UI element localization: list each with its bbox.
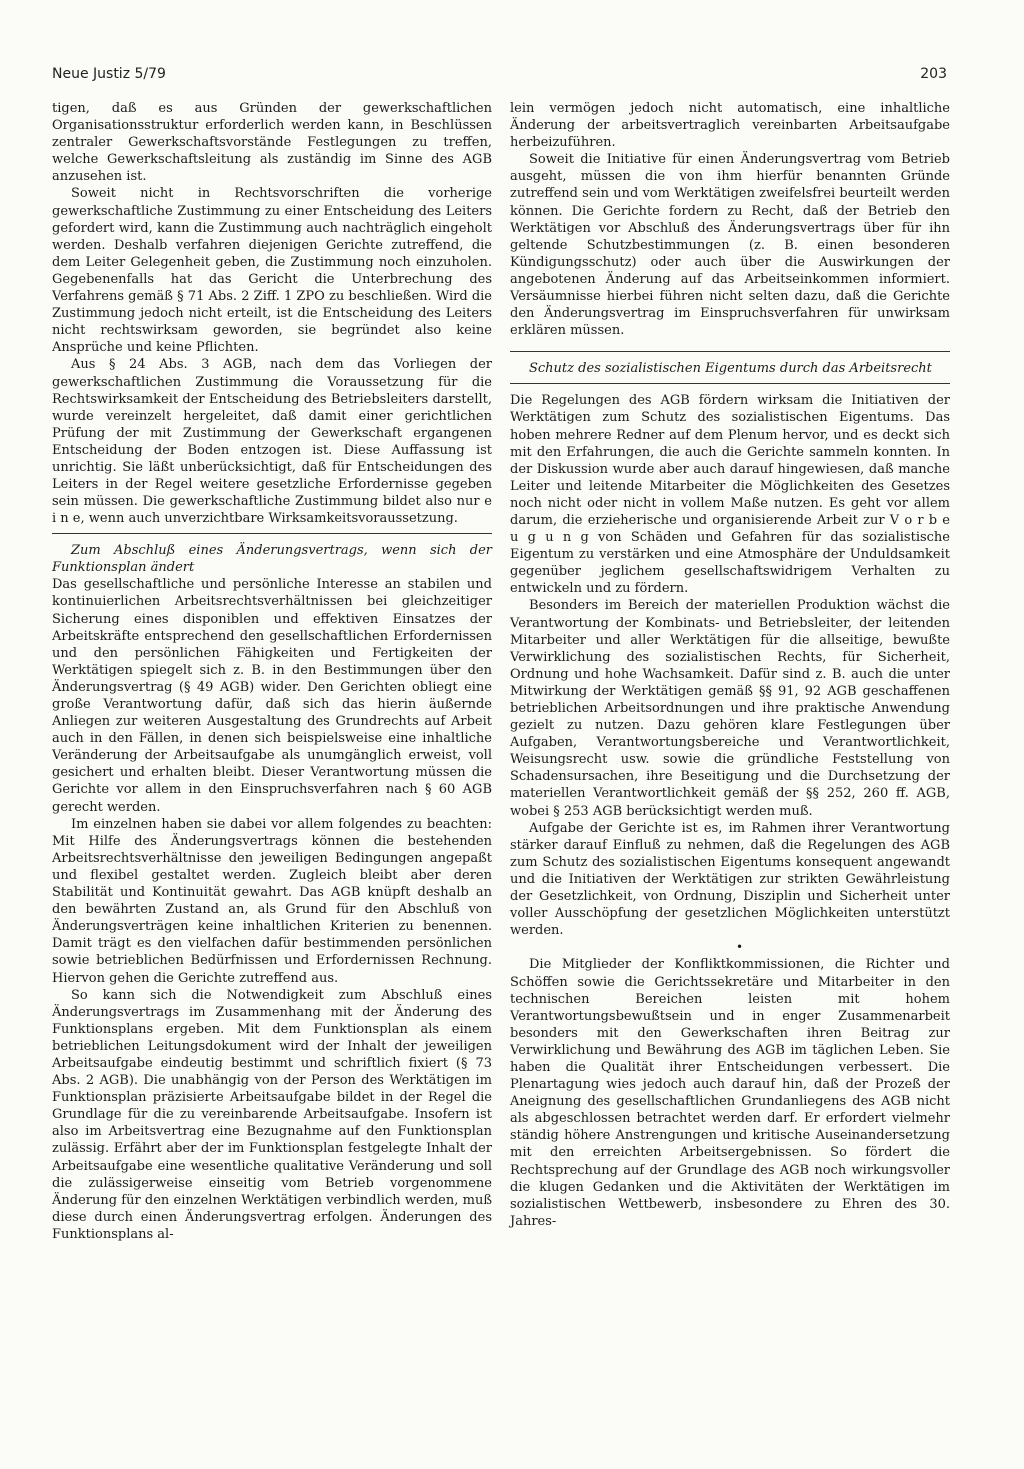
section-heading: Schutz des sozialistischen Eigentums durch das Arbeitsrecht: [529, 361, 932, 377]
paragraph: Das gesellschaftliche und persönliche Interesse an stabilen und kontinuierlichen Arbeitsrechtsverhältnissen bei gleichzeitiger Sicherung eines disponiblen und effektiven Einsatzes der Arbeitskräfte entsprechend den gesellschaftlichen Erfordernissen und den persönlichen Fähigkeiten und Fertigkeiten der Werktätigen spiegelt sich z. B. in den Bestimmungen über den Änderungsvertrag (§ 49 AGB) wider. Den Gerichten obliegt eine große Verantwortung dafür, daß sich das hierin äußernde Anliegen zur weiteren Ausgestaltung des Grundrechts auf Arbeit auch in den Fällen, in denen sich beispielsweise eine inhaltliche Veränderung der Arbeitsaufgabe als unumgänglich erweist, voll gesichert und erhalten bleibt. Dieser Verantwortung müssen die Gerichte vor allem in den Einspruchsverfahren nach § 60 AGB gerecht werden.: [52, 577, 492, 815]
section-divider: [510, 351, 950, 352]
right-column: [510, 100, 950, 1390]
paragraph: lein vermögen jedoch nicht automatisch, eine inhaltliche Änderung der arbeitsvertraglich vereinbarten Arbeitsaufgabe herbeizuführen.: [510, 101, 950, 151]
section-divider: [510, 383, 950, 384]
paragraph: Die Regelungen des AGB fördern wirksam die Initiativen der Werktätigen zum Schutz des sozialistischen Eigentums. Das hoben mehrere Redner auf dem Plenum hervor, und es deckt sich mit den Erfahrungen, die auch die Gerichte sammeln konnten. In der Diskussion wurde aber auch darauf hingewiesen, daß manche Leiter und leitende Mitarbeiter die Möglichkeiten des Gesetzes noch nicht oder nicht in vollem Maße nutzen. Es geht vor allem darum, die erzieherische und organisierende Arbeit zur V o r b e u g u n g von Schäden und Gefahren für das sozialistische Eigentum zu verstärken und eine Atmosphäre der Unduldsamkeit gegenüber jeglichem gesellschaftswidrigem Verhalten zu entwickeln und zu fördern.: [510, 393, 950, 597]
paragraph: Die Mitglieder der Konfliktkommissionen, die Richter und Schöffen sowie die Gerichtssekretäre und Mitarbeiter in den technischen Bereichen leisten mit hohem Verantwortungsbewußtsein und in enger Zusammenarbeit besonders mit den Gewerkschaften ihren Beitrag zur Verwirklichung und Bewährung des AGB im täglichen Leben. Sie haben die Qualität ihrer Entscheidungen verbessert. Die Plenartagung wies jedoch auch darauf hin, daß der Prozeß der Aneignung des gesellschaftlichen Grundanliegens des AGB nicht als abgeschlossen betrachtet werden darf. Er erfordert vielmehr ständig höhere Anstrengungen und kritische Auseinandersetzung mit den erreichten Arbeitsergebnissen. So fördert die Rechtsprechung auf der Grundlage des AGB noch wirkungsvoller die klugen Gedanken und die Aktivitäten der Werktätigen im sozialistischen Wettbewerb, insbesondere zu Ehren des 30. Jahres-: [510, 957, 950, 1229]
paragraph: tigen, daß es aus Gründen der gewerkschaftlichen Organisationsstruktur erforderlich werden kann, in Beschlüssen zentraler Gewerkschaftsvorstände Festlegungen zu treffen, welche Gewerkschaftsleitung als zuständig im Sinne des AGB anzusehen ist.: [52, 101, 492, 185]
section-heading: Zum Abschluß eines Änderungsvertrags, wenn sich der Funktionsplan ändert: [52, 543, 492, 576]
paragraph: Soweit nicht in Rechtsvorschriften die vorherige gewerkschaftliche Zustimmung zu einer Entscheidung des Leiters gefordert wird, kann die Zustimmung auch nachträglich eingeholt werden. Deshalb verfahren diejenigen Gerichte zutreffend, die dem Leiter Gelegenheit geben, die Zustimmung noch einzuholen. Gegebenenfalls hat das Gericht die Unterbrechung des Verfahrens gemäß § 71 Abs. 2 Ziff. 1 ZPO zu beschließen. Wird die Zustimmung jedoch nicht erteilt, ist die Entscheidung des Leiters nicht rechtswirksam geworden, sie begründet also keine Ansprüche und keine Pflichten.: [52, 186, 492, 356]
paragraph: Soweit die Initiative für einen Änderungsvertrag vom Betrieb ausgeht, müssen die von ihm hierfür benannten Gründe zutreffend sein und vom Werktätigen zweifelsfrei beurteilt werden können. Die Gerichte fordern zu Recht, daß der Betrieb den Werktätigen vor Abschluß des Änderungsvertrags über für ihn geltende Schutzbestimmungen (z. B. einen besonderen Kündigungsschutz) oder auch über die Auswirkungen der angebotenen Änderung auf das Arbeitseinkommen informiert. Versäumnisse hierbei führen nicht selten dazu, daß die Gerichte den Änderungsvertrag im Einspruchsverfahren für unwirksam erklären müssen.: [510, 152, 950, 339]
left-column: [52, 100, 492, 1430]
paragraph: Aufgabe der Gerichte ist es, im Rahmen ihrer Verantwortung stärker darauf Einfluß zu nehmen, daß die Regelungen des AGB zum Schutz des sozialistischen Eigentums konsequent angewandt und die Initiativen der Werktätigen zur strikten Gewährleistung der Gesetzlichkeit, von Ordnung, Disziplin und Sicherheit unter voller Ausschöpfung der gesetzlichen Möglichkeiten unterstützt werden.: [510, 820, 950, 939]
paragraph: Aus § 24 Abs. 3 AGB, nach dem das Vorliegen der gewerkschaftlichen Zustimmung die Voraussetzung für die Rechtswirksamkeit der Entscheidung des Betriebsleiters darstellt, wurde vereinzelt hergeleitet, daß damit einer gerichtlichen Prüfung der mit Zustimmung der Gewerkschaft ergangenen Entscheidung der Boden entzogen ist. Diese Auffassung ist unrichtig. Sie läßt unberücksichtigt, daß für Entscheidungen des Leiters in der Regel weitere gesetzliche Erfordernisse gegeben sein müssen. Die gewerkschaftliche Zustimmung bildet also nur e i n e, wenn auch unverzichtbare Wirksamkeitsvoraussetzung.: [52, 357, 492, 527]
paragraph: Besonders im Bereich der materiellen Produktion wächst die Verantwortung der Kombinats- und Betriebsleiter, der leitenden Mitarbeiter und aller Werktätigen für die allseitige, bewußte Verwirklichung des sozialistischen Rechts, für Sicherheit, Ordnung und hohe Wachsamkeit. Dafür sind z. B. auch die unter Mitwirkung der Werktätigen gemäß §§ 91, 92 AGB geschaffenen betrieblichen Arbeitsordnungen und ihre praktische Anwendung gezielt zu nutzen. Dazu gehören klare Festlegungen über Aufgaben, Verantwortungsbereiche und Verantwortlichkeit, Weisungsrecht usw. sowie die gründliche Feststellung von Schadensursachen, ihre Beseitigung und die Durchsetzung der materiellen Verantwortlichkeit gemäß der §§ 252, 260 ff. AGB, wobei § 253 AGB berücksichtigt werden muß.: [510, 598, 950, 819]
paragraph: Im einzelnen haben sie dabei vor allem folgendes zu beachten: Mit Hilfe des Änderungsvertrags können die bestehenden Arbeitsrechtsverhältnisse den jeweiligen Bedingungen angepaßt und flexibel gestaltet werden. Zugleich bleibt aber deren Stabilität und Kontinuität gewahrt. Das AGB knüpft deshalb an den bewährten Zustand an, als Grund für den Abschluß von Änderungsverträgen keine inhaltlichen Kriterien zu benennen. Damit trägt es den vielfachen dafür bestimmenden persönlichen sowie betrieblichen Bedürfnissen und Erfordernissen Rechnung. Hiervon gehen die Gerichte zutreffend aus.: [52, 816, 492, 986]
paragraph: So kann sich die Notwendigkeit zum Abschluß eines Änderungsvertrags im Zusammenhang mit der Änderung des Funktionsplans ergeben. Mit dem Funktionsplan als einem betrieblichen Leitungsdokument wird der Inhalt der jeweiligen Arbeitsaufgabe eindeutig bestimmt und schriftlich fixiert (§ 73 Abs. 2 AGB). Die unabhängig von der Person des Werktätigen im Funktionsplan präzisierte Arbeitsaufgabe bildet in der Regel die Grundlage für die zu vereinbarende Arbeitsaufgabe. Insofern ist also im Arbeitsvertrag eine Bezugnahme auf den Funktionsplan zulässig. Erfährt aber der im Funktionsplan festgelegte Inhalt der Arbeitsaufgabe eine wesentliche qualitative Veränderung und soll die zulässigerweise einseitig vom Betrieb vorgenommene Änderung für den einzelnen Werktätigen verbindlich werden, muß diese durch einen Änderungsvertrag erfolgen. Änderungen des Funktionsplans al-: [52, 987, 492, 1242]
section-separator-mark: •: [735, 940, 744, 955]
section-divider: [52, 533, 492, 534]
page-number: 203: [920, 66, 947, 82]
running-header-journal: Neue Justiz 5/79: [52, 66, 166, 82]
